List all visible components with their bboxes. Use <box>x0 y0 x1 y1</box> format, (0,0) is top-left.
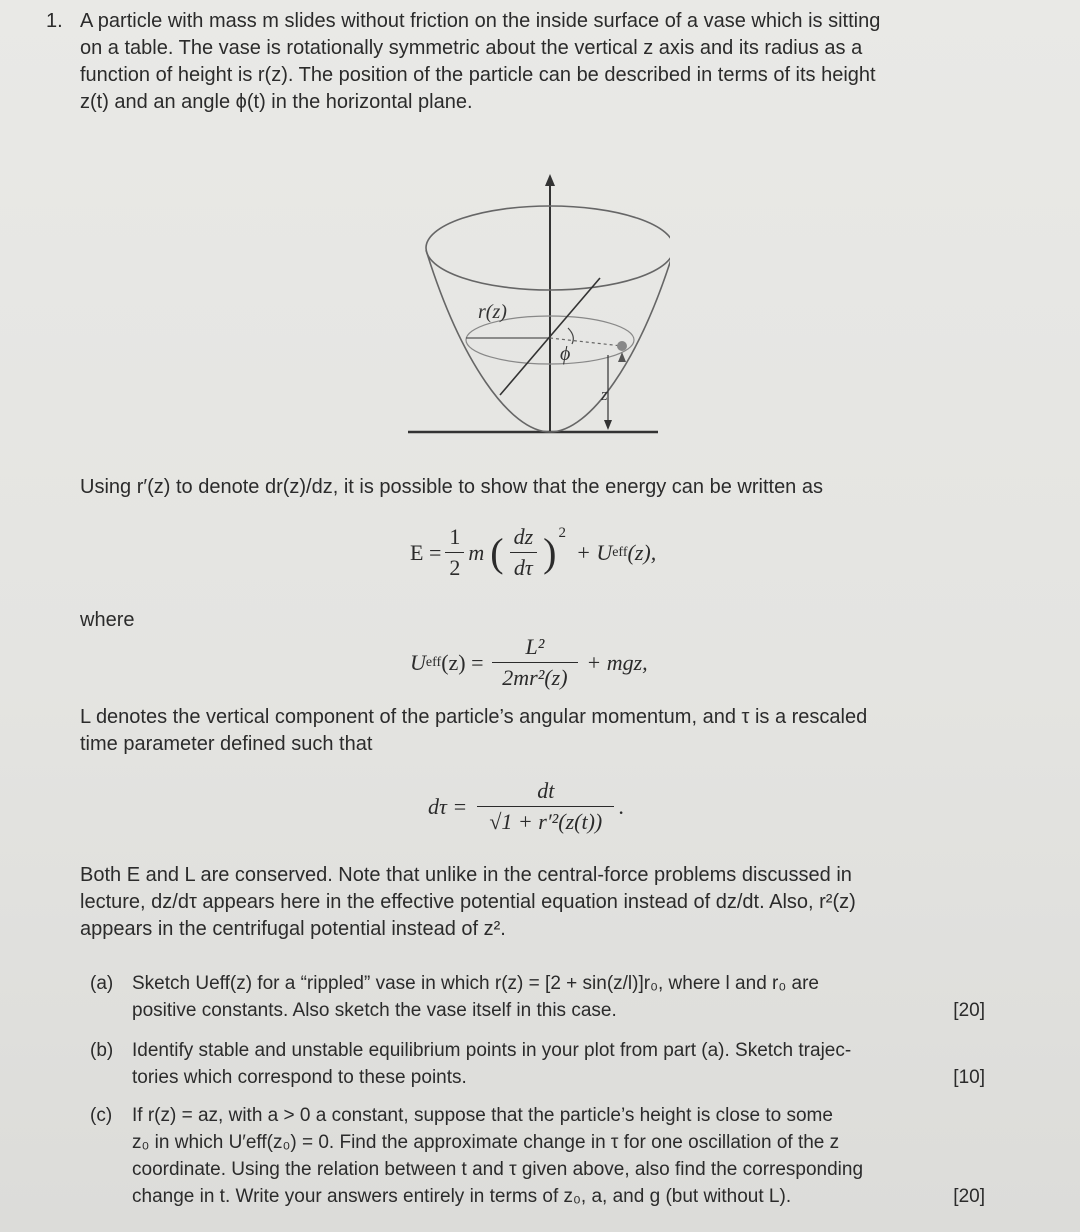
label-r: r(z) <box>478 301 507 323</box>
dz-num: dz <box>510 524 538 553</box>
dtau-fraction <box>477 778 614 835</box>
part-points: [20] <box>953 1000 985 1021</box>
conserved-line: appears in the centrifugal potential instead of z². <box>80 918 506 940</box>
part-points: [20] <box>953 1186 985 1207</box>
label-phi: ϕ <box>560 343 571 365</box>
part-a <box>90 970 985 1024</box>
vase-rim <box>426 206 670 290</box>
dtau-den: dτ <box>513 555 533 580</box>
label-z: z <box>601 385 608 404</box>
half-den: 2 <box>449 555 461 580</box>
part-line: Sketch Ueff(z) for a “rippled” vase in which r(z) = [2 + sin(z/l)]r₀, where l and r₀ are <box>132 973 819 994</box>
vase-figure <box>400 170 670 440</box>
ueff-den: 2mr²(z) <box>502 665 568 690</box>
l-description <box>80 704 1060 758</box>
dtau-num: dt <box>477 778 614 807</box>
intro-line: z(t) and an angle ϕ(t) in the horizontal plane. <box>80 91 473 113</box>
l-line: time parameter defined such that <box>80 733 373 755</box>
part-line: Identify stable and unstable equilibrium points in your plot from part (a). Sketch trajec- <box>132 1040 852 1061</box>
dtau-den: √1 + r′²(z(t)) <box>489 809 603 834</box>
problem-intro <box>80 8 1030 116</box>
eq-ueff: + U <box>575 539 613 565</box>
ueff-equation <box>410 634 648 691</box>
eq-ueff-end: (z), <box>627 539 657 565</box>
part-line: z₀ in which U′eff(z₀) = 0. Find the approximate change in τ for one oscillation of the z <box>132 1132 840 1153</box>
part-line: positive constants. Also sketch the vase itself in this case. <box>132 1000 617 1021</box>
where-label: where <box>80 609 135 631</box>
energy-equation: E = $\frac{1}{2}$ m ( $\frac{dz}{d\tau}$ ) $^2$ + U eff (z), <box>410 524 657 580</box>
z-axis-arrow-icon <box>545 174 555 186</box>
conserved-line: lecture, dz/dτ appears here in the effective potential equation instead of dz/dt. Also, r²(z) <box>80 891 856 913</box>
ueff-num: L² <box>492 634 579 663</box>
dtau-equation <box>428 778 624 835</box>
dtau-end: . <box>618 793 624 819</box>
part-b <box>90 1037 985 1091</box>
conserved-line: Both E and L are conserved. Note that unlike in the central-force problems discussed in <box>80 864 852 886</box>
ueff-lhs: U <box>410 649 426 675</box>
part-line: coordinate. Using the relation between t and τ given above, also find the corresponding <box>132 1159 864 1180</box>
conserved-paragraph <box>80 862 1070 943</box>
eq-mass: m <box>468 539 485 565</box>
part-label: (b) <box>90 1040 114 1061</box>
ueff-lhs-end: (z) = <box>441 649 484 675</box>
particle <box>617 341 627 351</box>
half-fraction <box>445 524 464 581</box>
part-line: change in t. Write your answers entirely in terms of z₀, a, and g (but without L). <box>132 1186 792 1207</box>
ueff-tail: + mgz, <box>586 649 648 675</box>
ueff-lhs-sub: eff <box>425 654 442 670</box>
eq-ueff-sub: eff <box>612 544 628 560</box>
dtau-lhs: dτ = <box>428 793 468 819</box>
half-num: 1 <box>445 524 464 553</box>
intro-line: function of height is r(z). The position of the particle can be described in terms of its height <box>80 64 876 86</box>
eq-lhs: E = <box>410 539 442 565</box>
problem-number: 1. <box>46 10 63 32</box>
part-label: (a) <box>90 973 114 994</box>
intro-line: A particle with mass m slides without friction on the inside surface of a vase which is sitting <box>80 10 881 32</box>
l-line: L denotes the vertical component of the particle’s angular momentum, and τ is a rescaled <box>80 706 868 728</box>
ueff-fraction <box>492 634 579 691</box>
height-arrow-tip-icon <box>604 420 612 430</box>
part-label: (c) <box>90 1105 113 1126</box>
phi-arc <box>568 328 573 344</box>
part-points: [10] <box>953 1067 985 1088</box>
part-line: If r(z) = az, with a > 0 a constant, suppose that the particle’s height is close to some <box>132 1105 833 1126</box>
eq-power: 2 <box>558 525 566 541</box>
part-c <box>90 1102 985 1210</box>
part-line: tories which correspond to these points. <box>132 1067 467 1088</box>
dz-dtau-fraction <box>510 524 538 581</box>
energy-intro: Using r′(z) to denote dr(z)/dz, it is possible to show that the energy can be written as <box>80 476 823 498</box>
intro-line: on a table. The vase is rotationally symmetric about the vertical z axis and its radius as a <box>80 37 863 59</box>
